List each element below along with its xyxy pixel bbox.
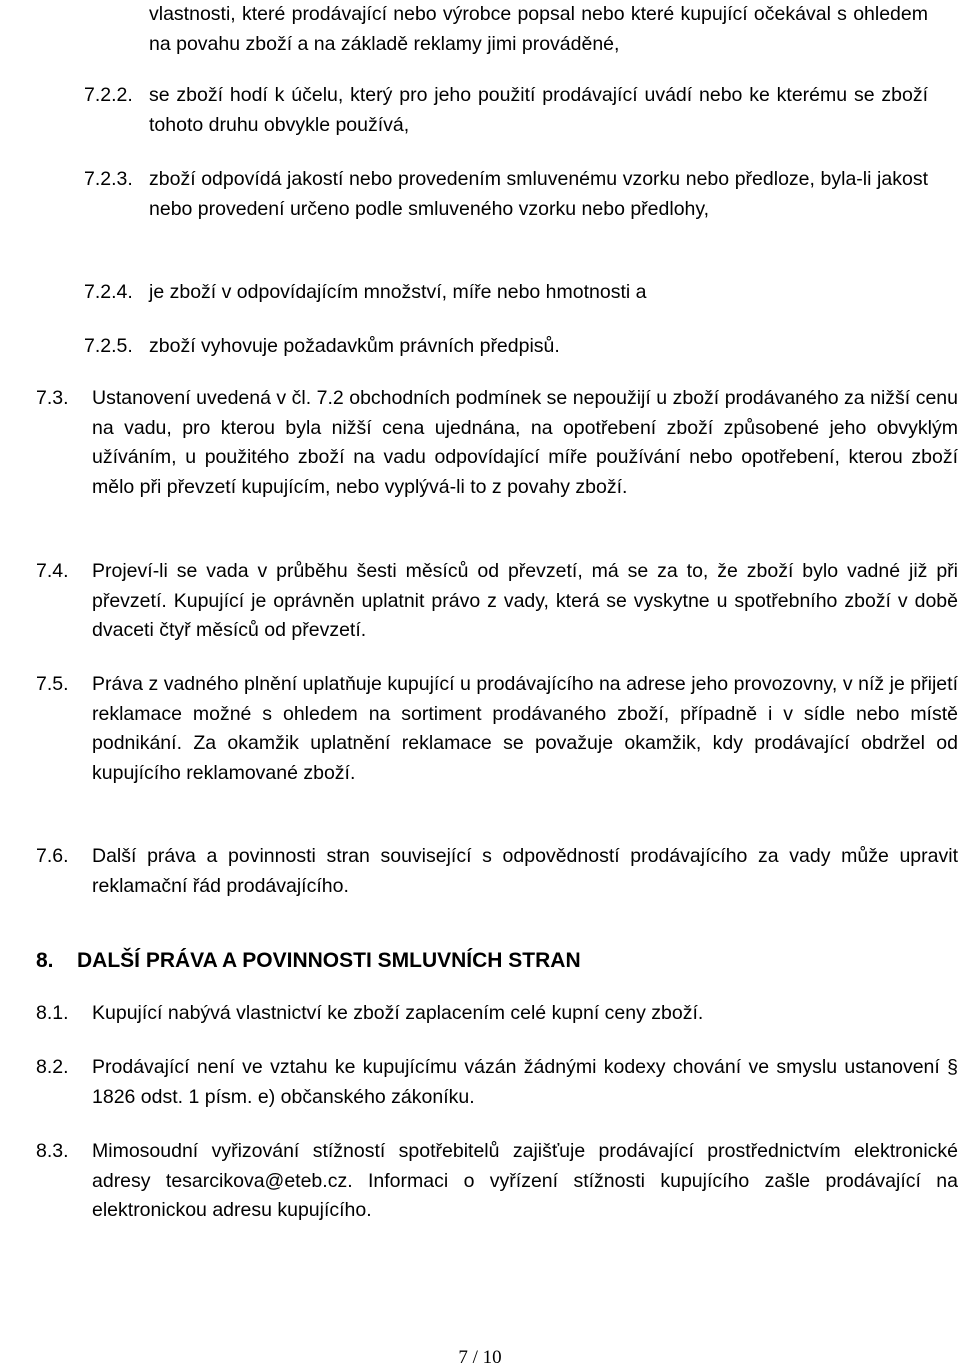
item-text: zboží odpovídá jakostí nebo provedením smluvenému vzorku nebo předloze, byla-li jakost nebo provedení určeno podle smluveného vzorku nebo předlohy, [149, 168, 928, 220]
item-text: Práva z vadného plnění uplatňuje kupující u prodávajícího na adrese jeho provozovny, v níž je přijetí reklamace možné s ohledem na sortiment prodávaného zboží, případně i v sídle nebo místě podnikání. Za okamžik uplatnění reklamace se považuje okamžik, kdy prodávající obdržel od kupujícího reklamované zboží. [92, 673, 958, 784]
item-number: 7.4. [36, 560, 69, 582]
paragraph-7-5 [36, 670, 958, 788]
item-number: 7.6. [36, 845, 69, 867]
paragraph-7-2-1-continuation [149, 0, 928, 59]
list-item-7-2-5 [84, 332, 928, 362]
item-number: 7.2.3. [84, 168, 133, 190]
paragraph-8-1 [36, 999, 958, 1029]
item-number: 7.3. [36, 387, 69, 409]
item-text: Projeví-li se vada v průběhu šesti měsíců od převzetí, má se za to, že zboží bylo vadné již při převzetí. Kupující je oprávněn uplatnit právo z vady, která se vyskytne u spotřebního zboží v době dvaceti čtyř měsíců od převzetí. [92, 560, 958, 641]
section-number: 8. [36, 949, 54, 972]
item-text: zboží vyhovuje požadavkům právních předpisů. [149, 335, 560, 357]
item-number: 7.2.2. [84, 84, 133, 106]
page-number: 7 / 10 [458, 1347, 502, 1368]
paragraph-7-3 [36, 384, 958, 502]
paragraph-8-3 [36, 1137, 958, 1226]
paragraph-7-4 [36, 557, 958, 646]
paragraph-text: vlastnosti, které prodávající nebo výrobce popsal nebo které kupující očekával s ohledem na povahu zboží a na základě reklamy jimi prováděné, [149, 3, 928, 55]
item-text: Prodávající není ve vztahu ke kupujícímu vázán žádnými kodexy chování ve smyslu ustanovení § 1826 odst. 1 písm. e) občanského zákoníku. [92, 1056, 958, 1108]
item-number: 8.2. [36, 1056, 69, 1078]
paragraph-8-2 [36, 1053, 958, 1112]
section-heading-8 [36, 946, 581, 976]
paragraph-7-6 [36, 842, 958, 901]
list-item-7-2-3 [84, 165, 928, 224]
list-item-7-2-4 [84, 278, 928, 308]
section-title: DALŠÍ PRÁVA A POVINNOSTI SMLUVNÍCH STRAN [77, 949, 581, 972]
item-text: Ustanovení uvedená v čl. 7.2 obchodních podmínek se nepoužijí u zboží prodávaného za nižší cenu na vadu, pro kterou byla nižší cena ujednána, na opotřebení zboží způsobené jeho obvyklým užíváním, u použitého zboží na vadu odpovídající míře používání nebo opotřebení, kterou zboží mělo při převzetí kupujícím, nebo vyplývá-li to z povahy zboží. [92, 387, 958, 498]
item-number: 7.2.4. [84, 281, 133, 303]
item-number: 8.1. [36, 1002, 69, 1024]
list-item-7-2-2 [84, 81, 928, 140]
item-text: je zboží v odpovídajícím množství, míře nebo hmotnosti a [149, 281, 647, 303]
item-number: 7.2.5. [84, 335, 133, 357]
item-number: 8.3. [36, 1140, 69, 1162]
item-text: Kupující nabývá vlastnictví ke zboží zaplacením celé kupní ceny zboží. [92, 1002, 704, 1024]
item-number: 7.5. [36, 673, 69, 695]
item-text: se zboží hodí k účelu, který pro jeho použití prodávající uvádí nebo ke kterému se zboží tohoto druhu obvykle používá, [149, 84, 928, 136]
item-text: Další práva a povinnosti stran související s odpovědností prodávajícího za vady může upravit reklamační řád prodávajícího. [92, 845, 958, 897]
item-text: Mimosoudní vyřizování stížností spotřebitelů zajišťuje prodávající prostřednictvím elektronické adresy tesarcikova@eteb.cz. Informaci o vyřízení stížnosti kupujícího zašle prodávající na elektronickou adresu kupujícího. [92, 1140, 958, 1221]
